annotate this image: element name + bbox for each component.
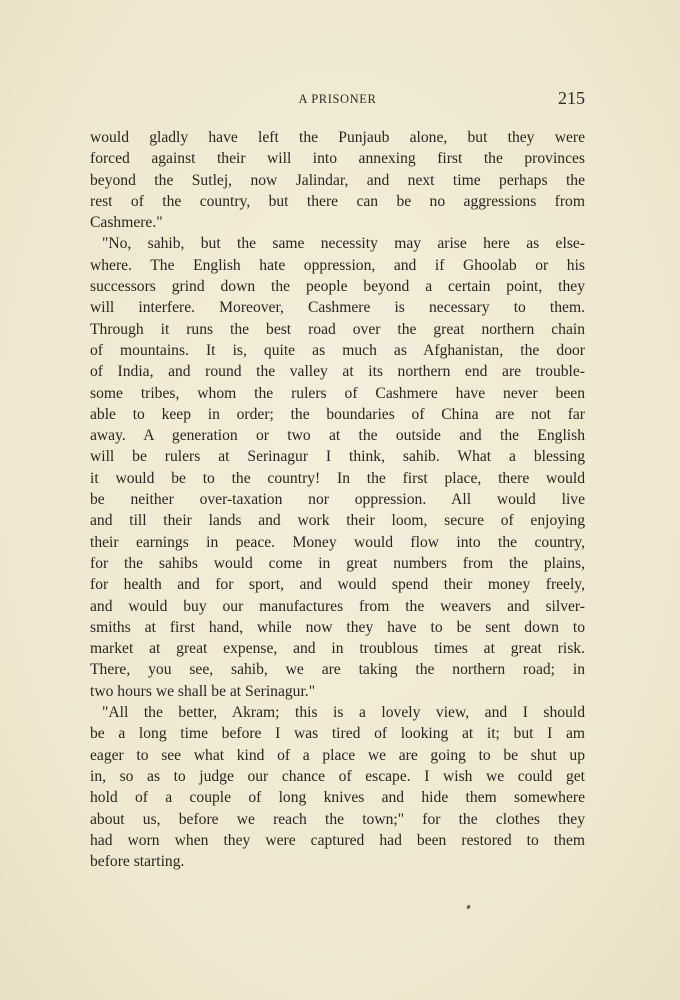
text-line: about us, before we reach the town;" for the clothes they bbox=[90, 810, 585, 828]
text-line: be neither over-taxation nor oppression. All would live bbox=[90, 491, 585, 509]
text-line: for the sahibs would come in great numbers from the plains, bbox=[90, 554, 585, 572]
text-line: forced against their will into annexing first the provinces bbox=[90, 150, 585, 168]
text-line: some tribes, whom the rulers of Cashmere have never been bbox=[90, 384, 585, 402]
page-number: 215 bbox=[558, 88, 585, 108]
text-line: smiths at first hand, while now they have to be sent down to bbox=[90, 618, 585, 636]
text-line: before starting. bbox=[90, 853, 185, 871]
text-line: market at great expense, and in troublous times at great risk. bbox=[90, 640, 585, 658]
text-line: of mountains. It is, quite as much as Afghanistan, the door bbox=[90, 341, 585, 359]
text-line: for health and for sport, and would spend their money freely, bbox=[90, 576, 585, 594]
text-line: eager to see what kind of a place we are going to be shut up bbox=[90, 746, 585, 764]
paper-speck bbox=[466, 905, 471, 910]
text-line: "No, sahib, but the same necessity may arise here as else- bbox=[102, 235, 585, 253]
text-line: away. A generation or two at the outside and the English bbox=[90, 427, 585, 445]
text-line: beyond the Sutlej, now Jalindar, and next time perhaps the bbox=[90, 171, 585, 189]
text-line: Through it runs the best road over the great northern chain bbox=[90, 320, 585, 338]
text-line: would gladly have left the Punjaub alone, but they were bbox=[90, 129, 585, 146]
text-line: "All the better, Akram; this is a lovely view, and I should bbox=[102, 704, 585, 722]
text-line: Cashmere." bbox=[90, 214, 163, 232]
text-line: of India, and round the valley at its northern end are trouble- bbox=[90, 363, 585, 381]
text-line: had worn when they were captured had been restored to them bbox=[90, 831, 585, 849]
text-line: successors grind down the people beyond a certain point, they bbox=[90, 278, 585, 296]
text-line: rest of the country, but there can be no aggressions from bbox=[90, 192, 585, 210]
text-line: and till their lands and work their loom, secure of enjoying bbox=[90, 512, 585, 530]
text-line: There, you see, sahib, we are taking the northern road; in bbox=[90, 661, 585, 679]
text-line: their earnings in peace. Money would flow into the country, bbox=[90, 533, 585, 551]
body-text bbox=[90, 127, 585, 872]
text-line: in, so as to judge our chance of escape. I wish we could get bbox=[90, 767, 585, 785]
page-header bbox=[90, 88, 585, 112]
text-line: it would be to the country! In the first place, there would bbox=[90, 469, 585, 487]
text-line: able to keep in order; the boundaries of China are not far bbox=[90, 405, 585, 423]
text-line: will interfere. Moreover, Cashmere is necessary to them. bbox=[90, 299, 585, 317]
text-line: and would buy our manufactures from the weavers and silver- bbox=[90, 597, 585, 615]
text-line: be a long time before I was tired of looking at it; but I am bbox=[90, 725, 585, 743]
running-head: A PRISONER bbox=[298, 92, 377, 106]
text-line: will be rulers at Serinagur I think, sahib. What a blessing bbox=[90, 448, 585, 466]
text-line: two hours we shall be at Serinagur." bbox=[90, 682, 316, 700]
text-line: where. The English hate oppression, and if Ghoolab or his bbox=[90, 256, 585, 274]
text-line: hold of a couple of long knives and hide them somewhere bbox=[90, 789, 585, 807]
